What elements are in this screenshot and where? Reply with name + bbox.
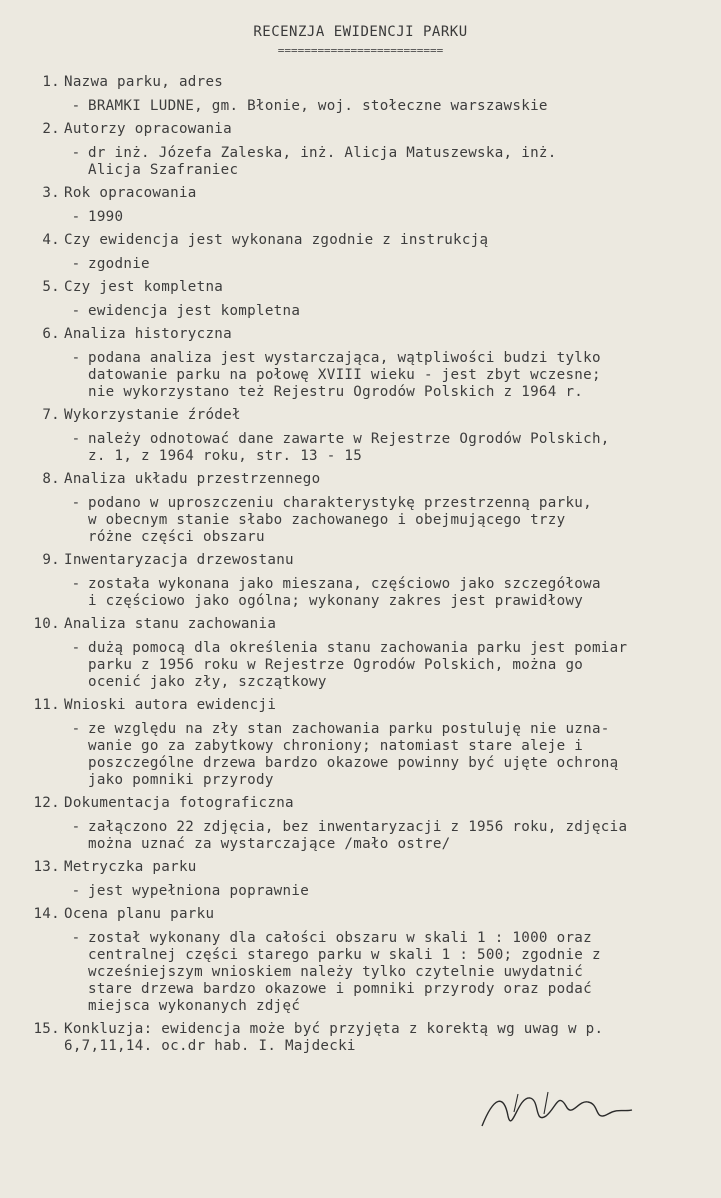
review-item	[30, 407, 718, 465]
answer-dash: -	[71, 930, 81, 946]
document-title: RECENZJA EWIDENCJI PARKU	[253, 24, 468, 40]
review-item	[30, 74, 718, 115]
review-item	[30, 795, 718, 853]
question-text: Metryczka parku	[64, 859, 197, 875]
review-item	[30, 326, 718, 401]
answer-text: ewidencja jest kompletna	[88, 303, 301, 319]
answer-text: BRAMKI LUDNE, gm. Błonie, woj. stołeczne warszawskie	[88, 98, 548, 114]
review-item	[30, 697, 718, 789]
answer-dash: -	[71, 209, 81, 225]
question-row	[30, 185, 718, 202]
review-item	[30, 279, 718, 320]
item-number: 9.	[42, 552, 60, 568]
answer-dash: -	[71, 721, 81, 737]
question-text: Ocena planu parku	[64, 906, 215, 922]
question-row	[30, 697, 718, 714]
answer-dash: -	[71, 640, 81, 656]
answer-text: jest wypełniona poprawnie	[88, 883, 310, 899]
answer-dash: -	[71, 145, 81, 161]
answer-row	[64, 930, 718, 1015]
question-row	[30, 552, 718, 569]
answer-text: została wykonana jako mieszana, częściowo jako szczegółowa i częściowo jako ogólna; wykonany zakres jest prawidłowy	[88, 576, 601, 609]
item-number: 4.	[42, 232, 60, 248]
question-text: Nazwa parku, adres	[64, 74, 224, 90]
handwritten-signature	[474, 1086, 644, 1140]
question-text: Czy ewidencja jest wykonana zgodnie z instrukcją	[64, 232, 489, 248]
answer-text: dr inż. Józefa Zaleska, inż. Alicja Matuszewska, inż. Alicja Szafraniec	[88, 145, 557, 178]
answer-text: należy odnotować dane zawarte w Rejestrze Ogrodów Polskich, z. 1, z 1964 roku, str. 13 - 15	[88, 431, 610, 464]
question-row	[30, 121, 718, 138]
answer-row	[64, 576, 718, 610]
answer-text: został wykonany dla całości obszaru w skali 1 : 1000 oraz centralnej części starego parku w skali 1 : 500; zgodnie z wcześniejszym wnioskiem należy tylko czytelnie uwydatnić stare drzewa bardzo okazowe i pomniki przyrody oraz podać miejsca wykonanych zdjęć	[88, 930, 601, 1014]
review-item	[30, 121, 718, 179]
review-item	[30, 616, 718, 691]
question-row	[30, 616, 718, 633]
question-row	[30, 795, 718, 812]
answer-dash: -	[71, 98, 81, 114]
answer-text: załączono 22 zdjęcia, bez inwentaryzacji z 1956 roku, zdjęcia można uznać za wystarczające /mało ostre/	[88, 819, 628, 852]
question-row	[30, 407, 718, 424]
question-text: Analiza historyczna	[64, 326, 232, 342]
answer-row	[64, 819, 718, 853]
review-item	[30, 552, 718, 610]
answer-dash: -	[71, 431, 81, 447]
answer-dash: -	[71, 350, 81, 366]
review-item	[30, 859, 718, 900]
item-number: 6.	[42, 326, 60, 342]
answer-row	[64, 350, 718, 401]
question-text: Czy jest kompletna	[64, 279, 224, 295]
review-item	[30, 471, 718, 546]
question-text: Rok opracowania	[64, 185, 197, 201]
answer-text: podano w uproszczeniu charakterystykę przestrzenną parku, w obecnym stanie słabo zachowanego i obejmującego trzy różne części obszaru	[88, 495, 592, 545]
question-text: Wykorzystanie źródeł	[64, 407, 241, 423]
item-number: 1.	[42, 74, 60, 90]
item-number: 3.	[42, 185, 60, 201]
answer-dash: -	[71, 495, 81, 511]
item-number: 2.	[42, 121, 60, 137]
question-row	[30, 326, 718, 343]
question-row	[30, 859, 718, 876]
item-number: 15.	[33, 1021, 60, 1037]
answer-row	[64, 721, 718, 789]
answer-text: podana analiza jest wystarczająca, wątpliwości budzi tylko datowanie parku na połowę XVIII wieku - jest zbyt wczesne; nie wykorzystano też Rejestru Ogrodów Polskich z 1964 r.	[88, 350, 601, 400]
answer-text: ze względu na zły stan zachowania parku postuluję nie uzna- wanie go za zabytkowy chroniony; natomiast stare aleje i poszczególne drzewa bardzo okazowe powinny być ujęte ochroną jako pomniki przyrody	[88, 721, 619, 788]
answer-text: dużą pomocą dla określenia stanu zachowania parku jest pomiar parku z 1956 roku w Rejestrze Ogrodów Polskich, można go ocenić jako zły, szczątkowy	[88, 640, 628, 690]
question-row	[30, 232, 718, 249]
answer-text: 1990	[88, 209, 124, 225]
answer-dash: -	[71, 819, 81, 835]
question-row	[30, 471, 718, 488]
answer-row	[64, 209, 718, 226]
title-underline: =========================	[277, 44, 444, 57]
answer-dash: -	[71, 883, 81, 899]
item-number: 8.	[42, 471, 60, 487]
answer-row	[64, 883, 718, 900]
item-number: 10.	[33, 616, 60, 632]
review-items	[30, 74, 718, 1061]
answer-row	[64, 495, 718, 546]
answer-row	[64, 98, 718, 115]
header	[0, 24, 721, 57]
question-row	[30, 906, 718, 923]
answer-row	[64, 431, 718, 465]
answer-row	[64, 303, 718, 320]
answer-row	[64, 145, 718, 179]
question-row	[30, 1021, 718, 1055]
review-item	[30, 185, 718, 226]
question-row	[30, 279, 718, 296]
answer-dash: -	[71, 256, 81, 272]
question-text: Dokumentacja fotograficzna	[64, 795, 294, 811]
item-number: 11.	[33, 697, 60, 713]
answer-dash: -	[71, 303, 81, 319]
question-text: Analiza układu przestrzennego	[64, 471, 321, 487]
item-number: 12.	[33, 795, 60, 811]
item-number: 13.	[33, 859, 60, 875]
answer-row	[64, 256, 718, 273]
review-item	[30, 1021, 718, 1055]
question-row	[30, 74, 718, 91]
question-text: Wnioski autora ewidencji	[64, 697, 277, 713]
answer-text: zgodnie	[88, 256, 150, 272]
answer-dash: -	[71, 576, 81, 592]
item-number: 14.	[33, 906, 60, 922]
question-text: Autorzy opracowania	[64, 121, 232, 137]
review-item	[30, 906, 718, 1015]
item-number: 7.	[42, 407, 60, 423]
review-item	[30, 232, 718, 273]
question-text: Analiza stanu zachowania	[64, 616, 277, 632]
question-text: Konkluzja: ewidencja może być przyjęta z korektą wg uwag w p. 6,7,11,14. oc.dr hab. I. Majdecki	[64, 1021, 604, 1054]
item-number: 5.	[42, 279, 60, 295]
answer-row	[64, 640, 718, 691]
question-text: Inwentaryzacja drzewostanu	[64, 552, 294, 568]
